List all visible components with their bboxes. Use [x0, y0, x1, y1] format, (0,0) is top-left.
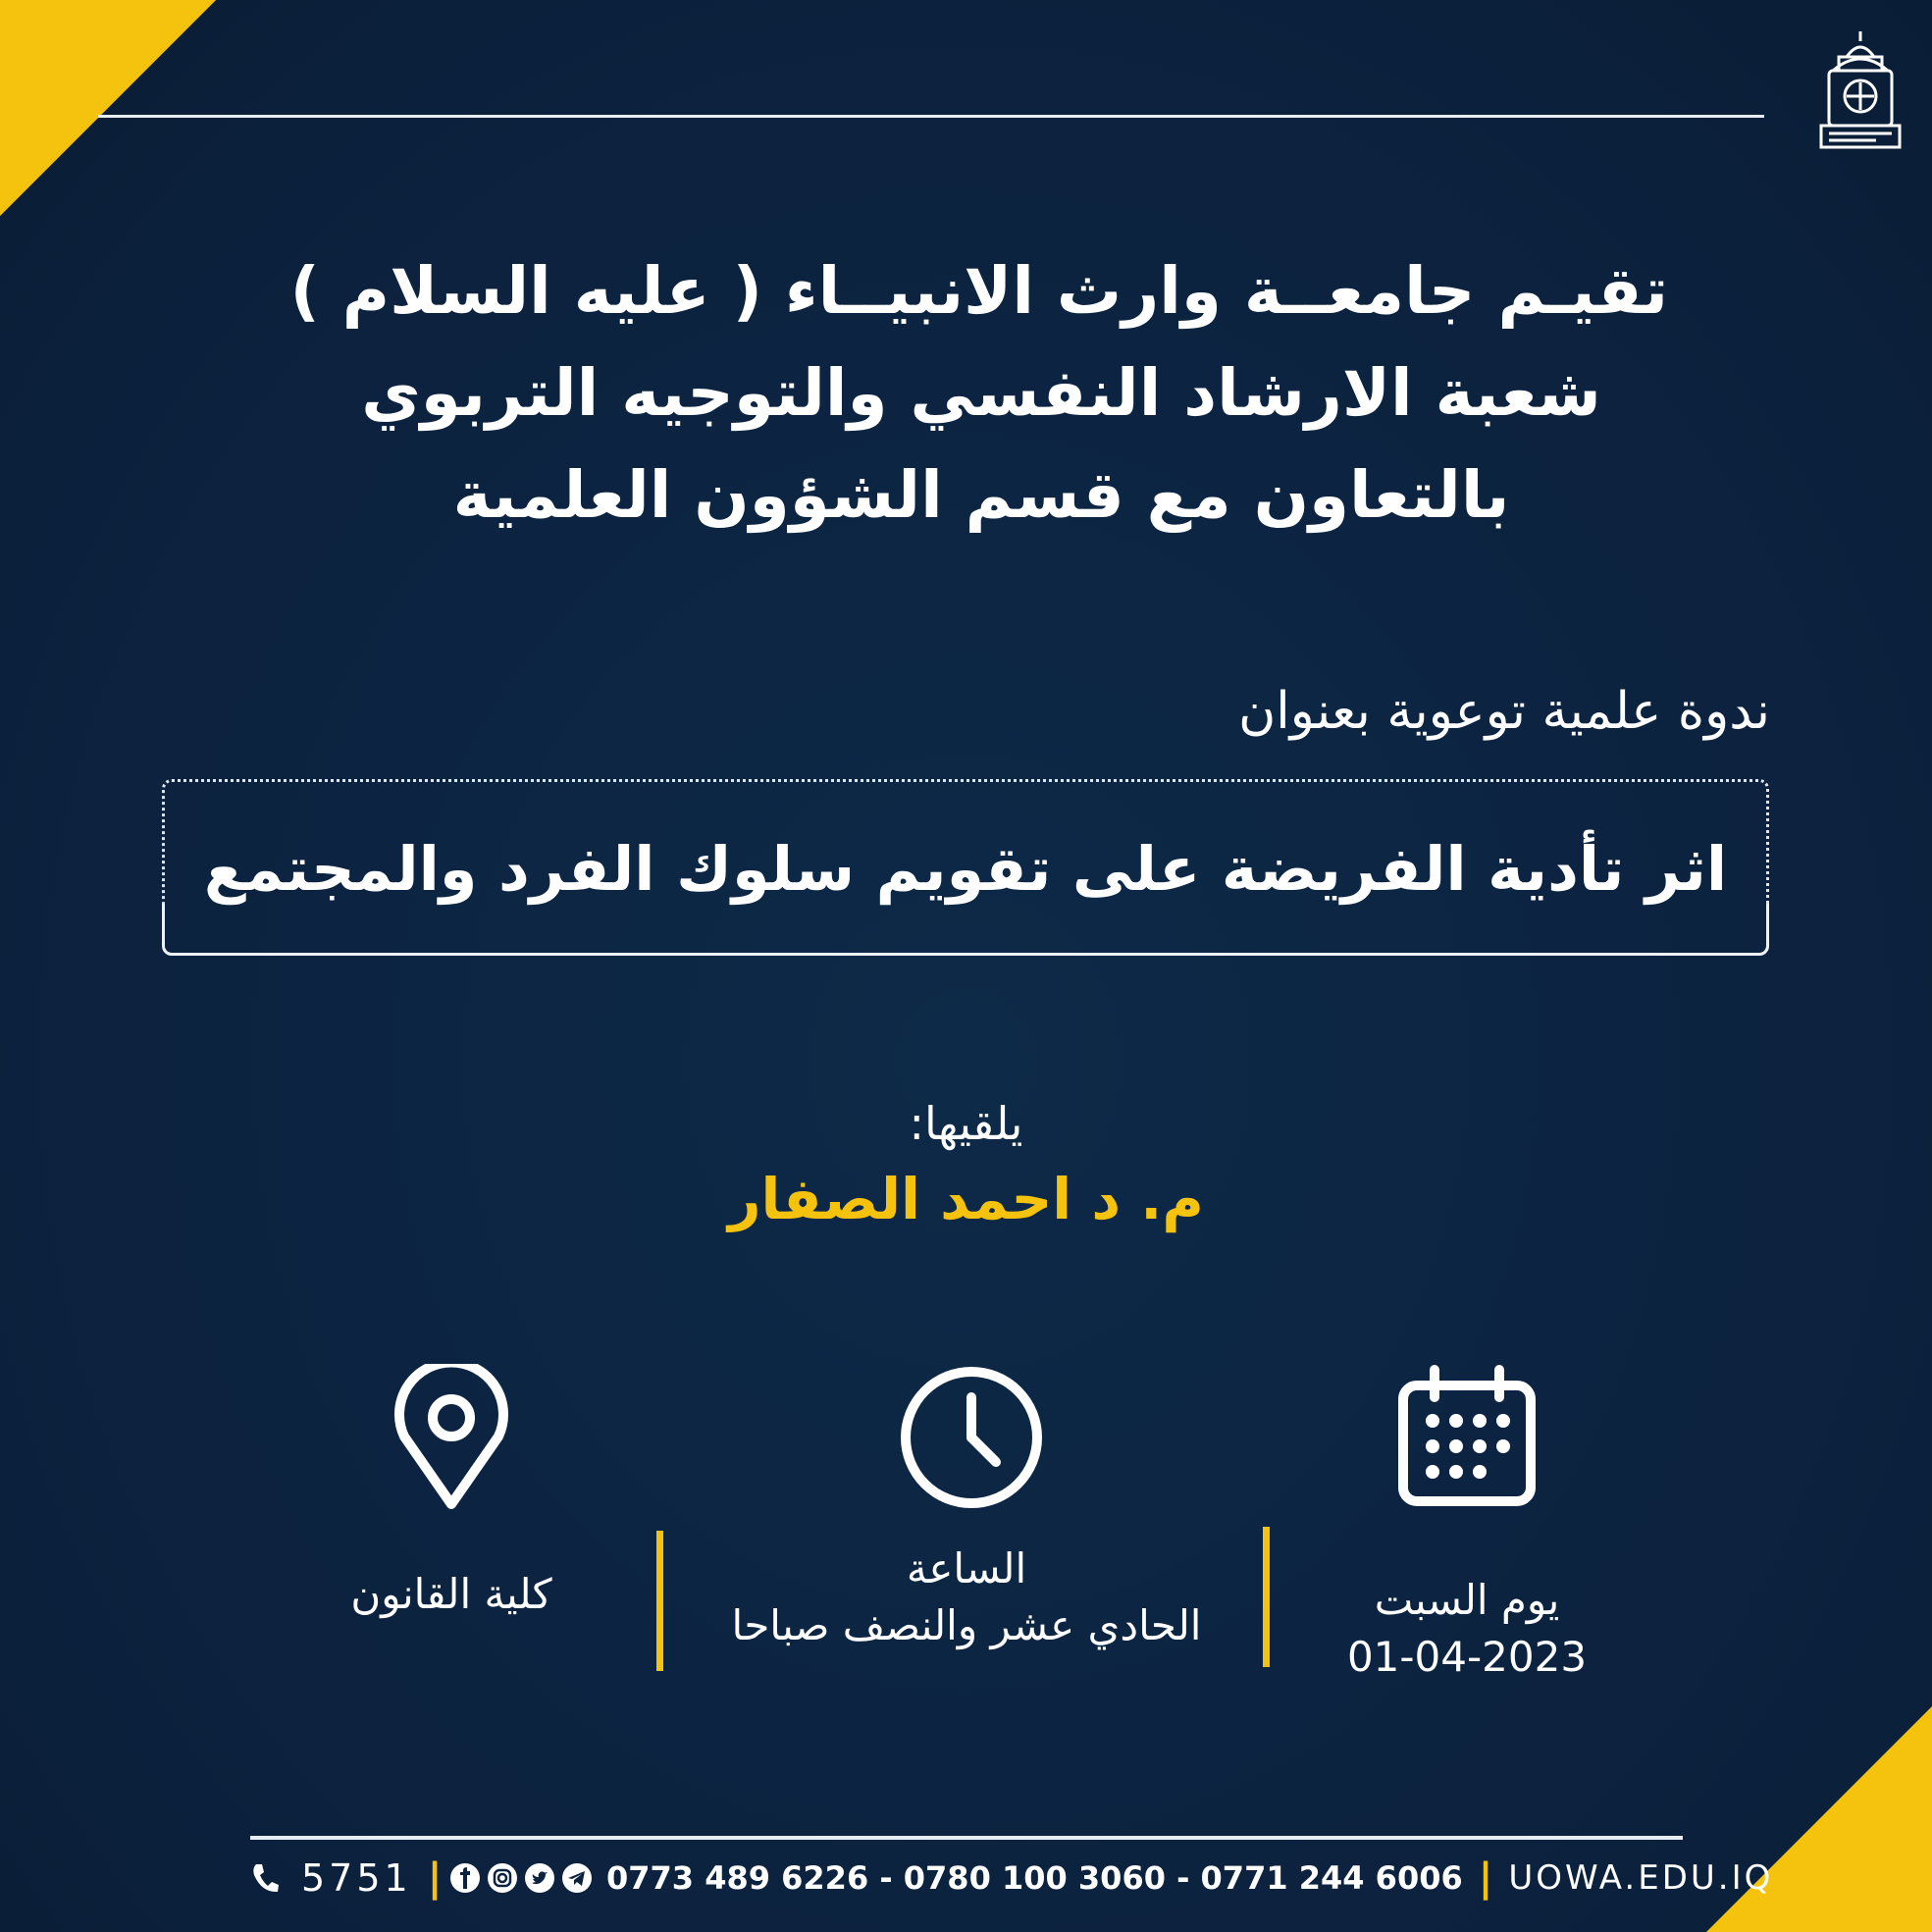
footer-hotline — [250, 1851, 442, 1906]
footer-phones: 0773 489 6226 - 0780 100 3060 - 0771 244 6006 — [606, 1859, 1463, 1897]
topic-box-underline — [162, 904, 1769, 956]
header-line-1: تقيـم جامعــة وارث الانبيــاء ( عليه السلام ) — [289, 253, 1668, 329]
footer-website[interactable]: UOWA.EDU.IQ — [1508, 1858, 1774, 1898]
calendar-icon — [1393, 1364, 1540, 1511]
time-value: الحادي عشر والنصف صباحا — [731, 1601, 1202, 1649]
location-pin-icon — [392, 1364, 510, 1511]
facebook-icon[interactable] — [449, 1862, 481, 1894]
date-day: يوم السبت — [1374, 1576, 1560, 1624]
presenter-label: يلقيها: — [909, 1097, 1023, 1150]
seminar-topic: اثر تأدية الفريضة على تقويم سلوك الفرد والمجتمع — [203, 833, 1728, 905]
top-divider — [98, 115, 1764, 118]
footer-separator: | — [1478, 1855, 1493, 1901]
seminar-subtitle: ندوة علمية توعوية بعنوان — [1238, 682, 1770, 741]
footer-separator: | — [427, 1855, 443, 1901]
location-info — [294, 1566, 608, 1623]
divider-left — [656, 1531, 663, 1671]
twitter-icon[interactable] — [524, 1862, 555, 1894]
topic-box — [162, 779, 1769, 956]
time-label: الساعة — [906, 1544, 1027, 1593]
header-line-2: شعبة الارشاد النفسي والتوجيه التربوي — [361, 355, 1601, 431]
hotline-number: 5751 — [301, 1856, 412, 1900]
clock-icon — [898, 1364, 1045, 1511]
university-logo — [1817, 27, 1904, 155]
footer-social — [449, 1851, 1773, 1906]
header-line-3: بالتعاون مع قسم الشؤون العلمية — [452, 457, 1510, 533]
corner-decoration-top-left — [0, 0, 216, 216]
location-value: كلية القانون — [350, 1570, 552, 1618]
presenter-name: م. د احمد الصفار — [728, 1166, 1204, 1232]
bottom-divider — [250, 1836, 1683, 1840]
date-value: 01-04-2023 — [1346, 1633, 1588, 1681]
instagram-icon[interactable] — [487, 1862, 518, 1894]
phone-icon — [250, 1861, 280, 1895]
telegram-icon[interactable] — [561, 1862, 593, 1894]
date-info — [1305, 1572, 1629, 1686]
header-title — [289, 240, 1668, 547]
divider-right — [1263, 1527, 1270, 1667]
time-info — [687, 1540, 1246, 1654]
